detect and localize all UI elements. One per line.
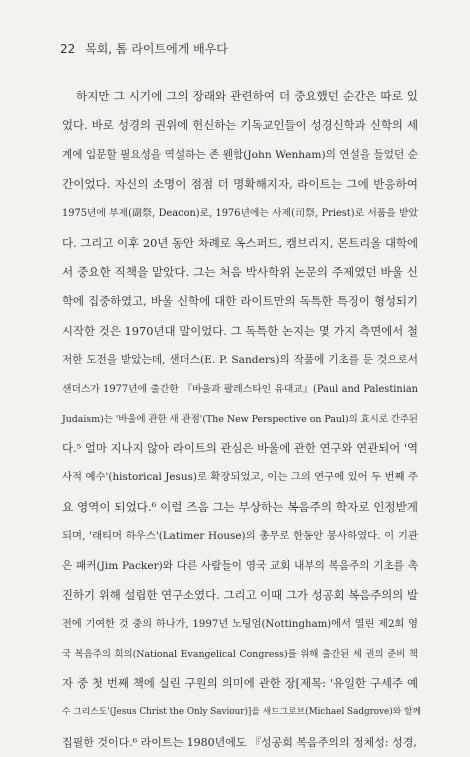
text-line: 수 그리스도'(Jesus Christ the Only Saviour)]을 새드그로브(Michael Sadgrove)와 함께 bbox=[62, 707, 421, 718]
text-line: 다.⁵ 얼마 지나지 않아 라이트의 관심은 바울에 관한 연구와 연관되어 '역 bbox=[62, 441, 418, 456]
running-head bbox=[60, 40, 228, 57]
text-line: 었다. 바로 성경의 권위에 헌신하는 기독교인들이 성경신학과 신학의 세 bbox=[62, 118, 418, 133]
text-line: 샌더스가 1977년에 출간한 『바울과 팔레스타인 유대교』(Paul and Palestinian bbox=[62, 384, 418, 396]
text-line: 간이었다. 자신의 소명이 점점 더 명확해지자, 라이트는 그에 반응하여 bbox=[62, 177, 418, 192]
text-line: 집필한 것이다.⁶ 라이트는 1980년에도 『성공회 복음주의의 정체성: 성경, bbox=[62, 735, 417, 749]
text-line: Judaism)는 '바울에 관한 새 관점'(The New Perspective on Paul)의 효시로 간주된 bbox=[62, 413, 418, 425]
text-line: 시작한 것은 1970년대 말이었다. 그 독특한 논지는 몇 가지 측면에서 철 bbox=[62, 323, 418, 338]
text-line: 학에 집중하였고, 바울 신학에 대한 라이트만의 독특한 특징이 형성되기 bbox=[62, 294, 418, 309]
text-line: 1975년에 부제(副祭, Deacon)로, 1976년에는 사제(司祭, Priest)로 서품을 받았 bbox=[62, 208, 418, 220]
text-line: 서 중요한 직책을 맡았다. 그는 처음 박사학위 논문의 주제였던 바울 신 bbox=[62, 265, 418, 280]
book-title: 목회, 톰 라이트에게 배우다 bbox=[85, 42, 228, 56]
text-line: 요 영역이 되었다.⁶ 이럴 즈음 그는 부상하는 복음주의 학자로 인정받게 bbox=[62, 499, 418, 514]
text-line: 국 복음주의 회의(National Evangelical Congress)를 위해 출간된 세 권의 준비 책 bbox=[62, 648, 418, 660]
text-line: 전에 기여한 것 중의 하나가, 1997년 노팅엄(Nottingham)에서 열린 제2회 영 bbox=[62, 619, 418, 631]
text-line: 다. 그리고 이후 20년 동안 차례로 옥스퍼드, 캠브리지, 몬트리올 대학에 bbox=[62, 235, 418, 250]
page-number: 22 bbox=[60, 42, 76, 56]
text-line: 저한 도전을 받았는데, 샌더스(E. P. Sanders)의 작품에 기초를 둔 것으로서 bbox=[62, 354, 418, 367]
text-line: 사적 예수'(historical Jesus)로 확장되었고, 이는 그의 연구에 있어 두 번째 주 bbox=[62, 471, 418, 484]
text-line: 하지만 그 시기에 그의 장래와 관련하여 더 중요했던 순간은 따로 있 bbox=[76, 89, 418, 103]
body-paragraph bbox=[62, 82, 421, 757]
text-line: 계에 입문할 필요성을 역설하는 존 웬함(John Wenham)의 연설을 들었던 순 bbox=[62, 148, 418, 161]
text-line: 되며, '래티머 하우스'(Latimer House)의 총무로 한동안 봉사하였다. 이 기관 bbox=[62, 530, 418, 543]
text-line: 진하기 위해 설립한 연구소였다. 그리고 이때 그가 성공회 복음주의의 발 bbox=[62, 587, 418, 602]
text-line: 은 패커(Jim Packer)와 다른 사람들이 영국 교회 내부의 복음주의 기초를 촉 bbox=[62, 559, 418, 572]
text-line: 자 중 첫 번째 책에 실린 구원의 의미에 관한 장[제목: '유일한 구세주 예 bbox=[62, 675, 418, 690]
